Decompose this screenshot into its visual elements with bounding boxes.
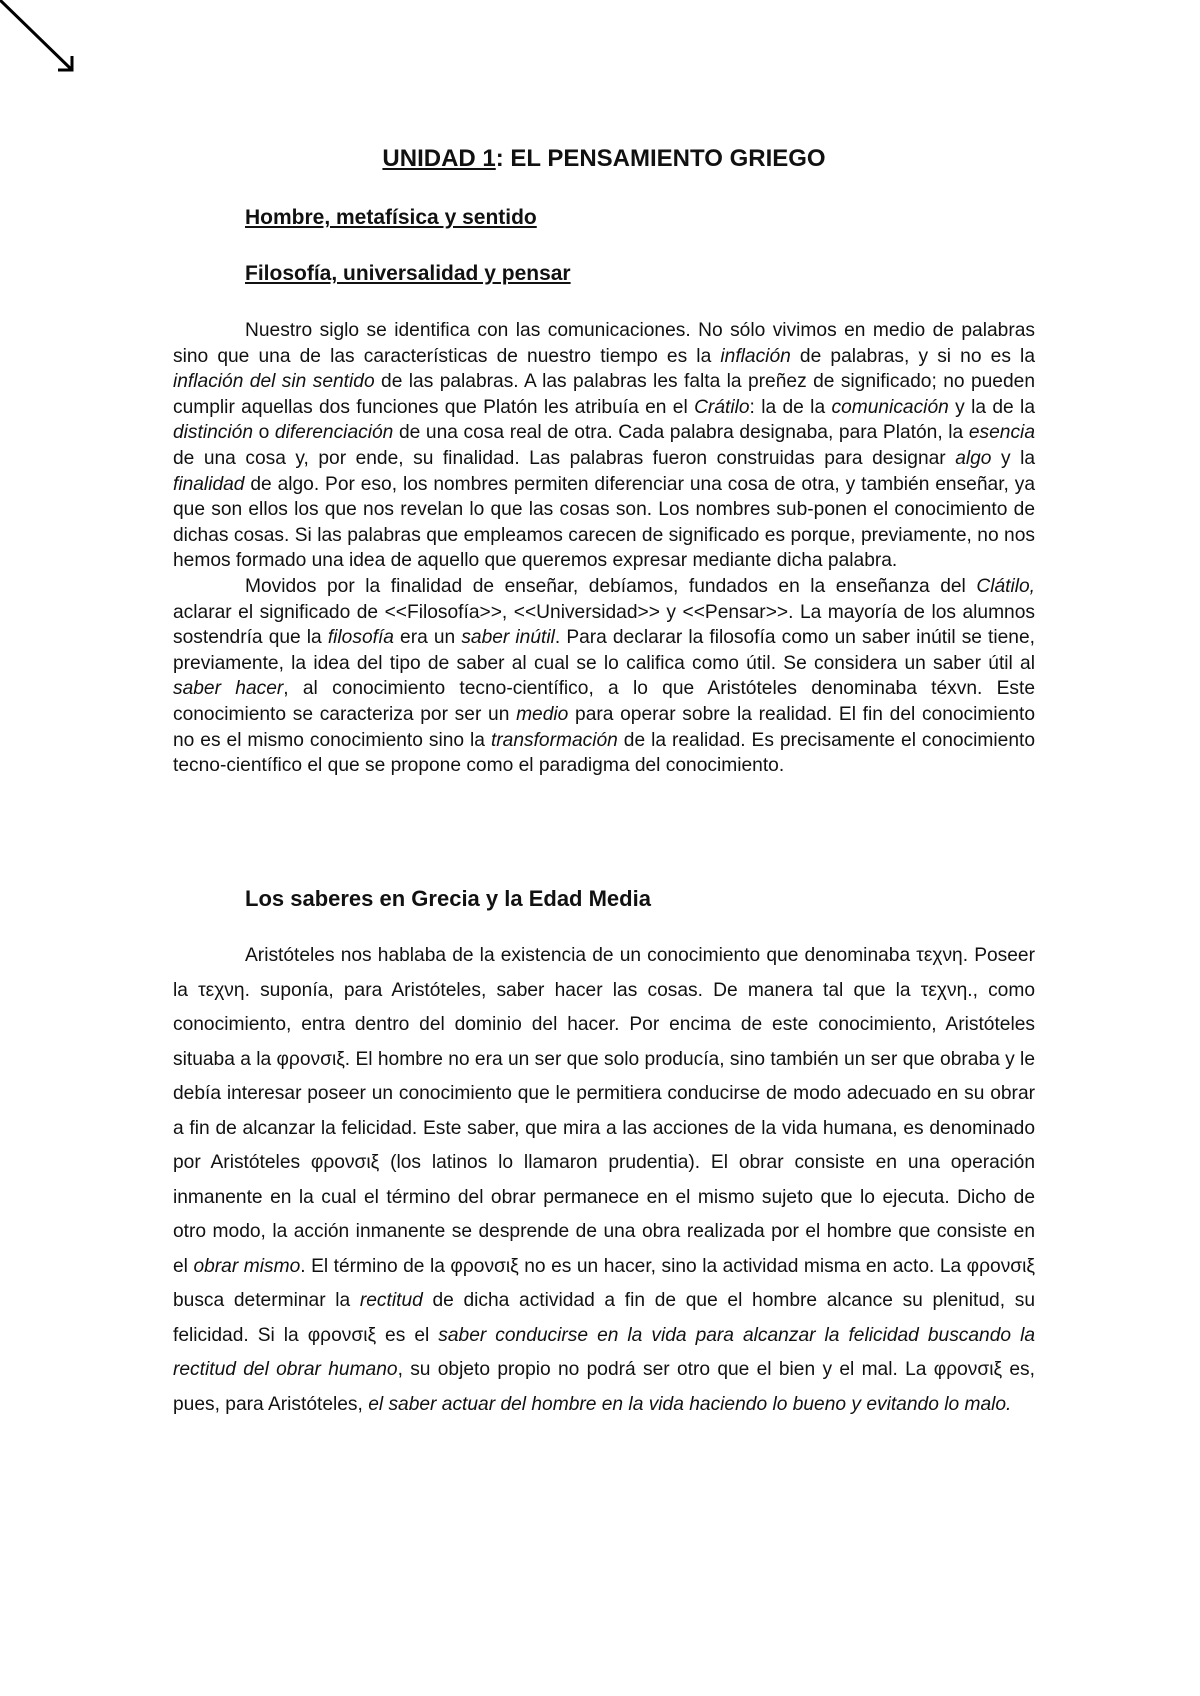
subsection-heading: Filosofía, universalidad y pensar: [245, 262, 571, 285]
emphasis-text: Crátilo: [694, 396, 750, 418]
section-heading: Hombre, metafísica y sentido: [245, 206, 537, 229]
emphasis-text: obrar mismo: [193, 1255, 301, 1277]
text-run: de una cosa real de otra. Cada palabra designaba, para Platón, la: [393, 422, 969, 444]
text-run: de una cosa y, por ende, su finalidad. Las palabras fueron construidas para designar: [173, 447, 956, 469]
section2-heading: Los saberes en Grecia y la Edad Media: [245, 886, 651, 911]
text-run: , su objeto propio no podrá ser otro que el bien y el mal. La φρονσιξ es, pues, para Aristóteles,: [173, 1359, 1035, 1415]
body-text-block-2: [173, 939, 1035, 1422]
body-text-block-1: [173, 318, 1035, 779]
emphasis-text: algo: [955, 447, 992, 469]
emphasis-text: esencia: [968, 422, 1035, 444]
text-run: Nuestro siglo se identifica con las comunicaciones. No sólo vivimos en medio de palabras sino que una de las características de nuestro tiempo es la: [173, 320, 1035, 367]
text-run: . El término de la φρονσιξ no es un hacer, sino la actividad misma en acto. La φρονσιξ busca determinar la: [173, 1255, 1035, 1311]
arrow-icon: [0, 0, 80, 80]
text-run: de algo. Por eso, los nombres permiten diferenciar una cosa de otra, y también enseñar, ya que son ellos los que nos revelan lo que las cosas son. Los nombres sub-ponen el conocimiento de dichas cosas. Si las palabras que empleamos carecen de significado es porque, previamente, no nos hemos formado una idea de aquello que queremos expresar mediante dicha palabra.: [173, 473, 1035, 572]
text-run: de palabras, y si no es la: [790, 345, 1035, 367]
emphasis-text: inflación: [720, 345, 791, 367]
text-run: Aristóteles nos hablaba de la existencia de un conocimiento que denominaba τεχνη. Poseer la τεχνη. suponía, para Aristóteles, saber hacer las cosas. De manera tal que la τεχνη., como conocimiento, entra dentro del dominio del hacer. Por encima de este conocimiento, Aristóteles situaba a la φρονσιξ. El hombre no era un ser que solo producía, sino también un ser que obraba y le debía interesar poseer un conocimiento que le permitiera conducirse de modo adecuado en su obrar a fin de alcanzar la felicidad. Este saber, que mira a las acciones de la vida humana, es denominado por Aristóteles φρονσιξ (los latinos lo llamaron prudentia). El obrar consiste en una operación inmanente en la cual el término del obrar permanece en el mismo sujeto que lo ejecuta. Dicho de otro modo, la acción inmanente se desprende de una obra realizada por el hombre que consiste en el: [173, 945, 1035, 1277]
text-run: . Para declarar la filosofía como un saber inútil se tiene, previamente, la idea del tipo de saber al cual se lo califica como útil. Se considera un saber útil al: [173, 627, 1035, 674]
emphasis-text: filosofía: [327, 627, 394, 649]
text-run: y la de la: [948, 396, 1035, 418]
emphasis-text: inflación del sin sentido: [173, 371, 375, 393]
paragraph: [173, 939, 1035, 1422]
paragraph: [173, 574, 1035, 779]
unit-label: UNIDAD 1: [382, 145, 496, 172]
emphasis-text: Clátilo,: [976, 575, 1035, 597]
emphasis-text: finalidad: [173, 473, 245, 495]
text-run: y la: [991, 447, 1036, 469]
text-run: de las palabras. A las palabras les falta la preñez de significado; no pueden cumplir aquellas dos funciones que Platón les atribuía en el: [173, 371, 1035, 418]
emphasis-text: rectitud: [359, 1290, 423, 1311]
text-run: o: [253, 422, 275, 444]
text-run: aclarar el significado de <<Filosofía>>, <<Universidad>> y <<Pensar>>. La mayoría de los alumnos sostendría que la: [173, 601, 1035, 649]
text-run: de dicha actividad a fin de que el hombre alcance su plenitud, su felicidad. Si la φρονσιξ es el: [173, 1290, 1035, 1346]
text-run: para operar sobre la realidad. El fin del conocimiento no es el mismo conocimiento sino la: [173, 703, 1035, 751]
emphasis-text: distinción: [173, 422, 253, 444]
text-run: de la realidad. Es precisamente el conocimiento tecno-científico el que se propone como el paradigma del conocimiento.: [173, 729, 1035, 777]
paragraph: [173, 318, 1035, 574]
emphasis-text: saber inútil: [461, 627, 555, 649]
text-run: era un: [393, 627, 462, 649]
emphasis-text: medio: [516, 703, 569, 725]
title-text: : EL PENSAMIENTO GRIEGO: [495, 145, 826, 172]
text-run: Movidos por la finalidad de enseñar, debíamos, fundados en la enseñanza del: [245, 575, 977, 597]
text-run: : la de la: [749, 396, 832, 418]
emphasis-text: comunicación: [831, 396, 949, 418]
emphasis-text: saber conducirse en la vida para alcanzar la felicidad buscando la rectitud del obrar humano: [173, 1324, 1035, 1380]
text-run: , al conocimiento tecno-científico, a lo que Aristóteles denominaba téxvn. Este conocimiento se caracteriza por ser un: [173, 678, 1035, 725]
emphasis-text: diferenciación: [274, 422, 394, 444]
emphasis-text: transformación: [490, 729, 618, 751]
emphasis-text: el saber actuar del hombre en la vida haciendo lo bueno y evitando lo malo.: [368, 1393, 1012, 1415]
emphasis-text: saber hacer: [173, 678, 284, 700]
page-title: [173, 145, 1035, 173]
